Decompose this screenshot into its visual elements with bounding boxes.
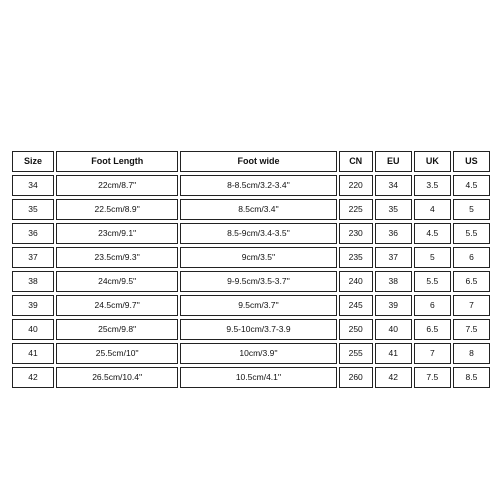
- cell-cn: 235: [339, 247, 373, 268]
- table-row: [12, 343, 490, 364]
- cell-uk: 4.5: [414, 223, 451, 244]
- table-row: [12, 247, 490, 268]
- cell-size: 35: [12, 199, 54, 220]
- cell-eu: 40: [375, 319, 412, 340]
- cell-cn: 220: [339, 175, 373, 196]
- table-row: [12, 199, 490, 220]
- cell-foot-wide: 9.5cm/3.7'': [180, 295, 336, 316]
- cell-us: 5: [453, 199, 490, 220]
- cell-size: 39: [12, 295, 54, 316]
- cell-cn: 230: [339, 223, 373, 244]
- cell-foot-length: 22.5cm/8.9'': [56, 199, 178, 220]
- cell-uk: 7: [414, 343, 451, 364]
- header-eu: EU: [375, 151, 412, 172]
- cell-size: 37: [12, 247, 54, 268]
- header-size: Size: [12, 151, 54, 172]
- table-row: [12, 295, 490, 316]
- cell-foot-wide: 9-9.5cm/3.5-3.7'': [180, 271, 336, 292]
- cell-size: 42: [12, 367, 54, 388]
- cell-foot-wide: 8-8.5cm/3.2-3.4'': [180, 175, 336, 196]
- cell-eu: 41: [375, 343, 412, 364]
- table-row: [12, 175, 490, 196]
- cell-uk: 3.5: [414, 175, 451, 196]
- cell-us: 7.5: [453, 319, 490, 340]
- cell-us: 8: [453, 343, 490, 364]
- cell-eu: 39: [375, 295, 412, 316]
- cell-uk: 7.5: [414, 367, 451, 388]
- cell-uk: 5.5: [414, 271, 451, 292]
- cell-eu: 34: [375, 175, 412, 196]
- table-row: [12, 367, 490, 388]
- size-table: [10, 148, 492, 391]
- cell-us: 6: [453, 247, 490, 268]
- cell-uk: 6: [414, 295, 451, 316]
- cell-cn: 250: [339, 319, 373, 340]
- cell-eu: 35: [375, 199, 412, 220]
- header-cn: CN: [339, 151, 373, 172]
- cell-eu: 42: [375, 367, 412, 388]
- cell-foot-wide: 8.5-9cm/3.4-3.5'': [180, 223, 336, 244]
- cell-us: 4.5: [453, 175, 490, 196]
- table-row: [12, 271, 490, 292]
- cell-uk: 6.5: [414, 319, 451, 340]
- cell-us: 5.5: [453, 223, 490, 244]
- header-row: [12, 151, 490, 172]
- cell-size: 41: [12, 343, 54, 364]
- cell-eu: 37: [375, 247, 412, 268]
- cell-us: 8.5: [453, 367, 490, 388]
- cell-cn: 245: [339, 295, 373, 316]
- cell-uk: 5: [414, 247, 451, 268]
- cell-cn: 260: [339, 367, 373, 388]
- size-chart: [10, 148, 492, 391]
- cell-uk: 4: [414, 199, 451, 220]
- cell-foot-wide: 10cm/3.9'': [180, 343, 336, 364]
- cell-foot-length: 23cm/9.1'': [56, 223, 178, 244]
- cell-foot-wide: 9cm/3.5'': [180, 247, 336, 268]
- cell-foot-wide: 8.5cm/3.4'': [180, 199, 336, 220]
- cell-foot-length: 26.5cm/10.4'': [56, 367, 178, 388]
- cell-cn: 255: [339, 343, 373, 364]
- cell-cn: 225: [339, 199, 373, 220]
- table-row: [12, 223, 490, 244]
- cell-foot-length: 24.5cm/9.7'': [56, 295, 178, 316]
- header-foot-wide: Foot wide: [180, 151, 336, 172]
- cell-size: 34: [12, 175, 54, 196]
- cell-size: 38: [12, 271, 54, 292]
- header-uk: UK: [414, 151, 451, 172]
- cell-size: 40: [12, 319, 54, 340]
- cell-foot-length: 25.5cm/10'': [56, 343, 178, 364]
- cell-foot-wide: 9.5-10cm/3.7-3.9: [180, 319, 336, 340]
- cell-foot-length: 25cm/9.8'': [56, 319, 178, 340]
- header-foot-length: Foot Length: [56, 151, 178, 172]
- cell-foot-wide: 10.5cm/4.1'': [180, 367, 336, 388]
- cell-foot-length: 22cm/8.7'': [56, 175, 178, 196]
- cell-foot-length: 23.5cm/9.3'': [56, 247, 178, 268]
- cell-size: 36: [12, 223, 54, 244]
- header-us: US: [453, 151, 490, 172]
- cell-eu: 36: [375, 223, 412, 244]
- cell-cn: 240: [339, 271, 373, 292]
- cell-us: 7: [453, 295, 490, 316]
- cell-foot-length: 24cm/9.5'': [56, 271, 178, 292]
- table-row: [12, 319, 490, 340]
- cell-eu: 38: [375, 271, 412, 292]
- cell-us: 6.5: [453, 271, 490, 292]
